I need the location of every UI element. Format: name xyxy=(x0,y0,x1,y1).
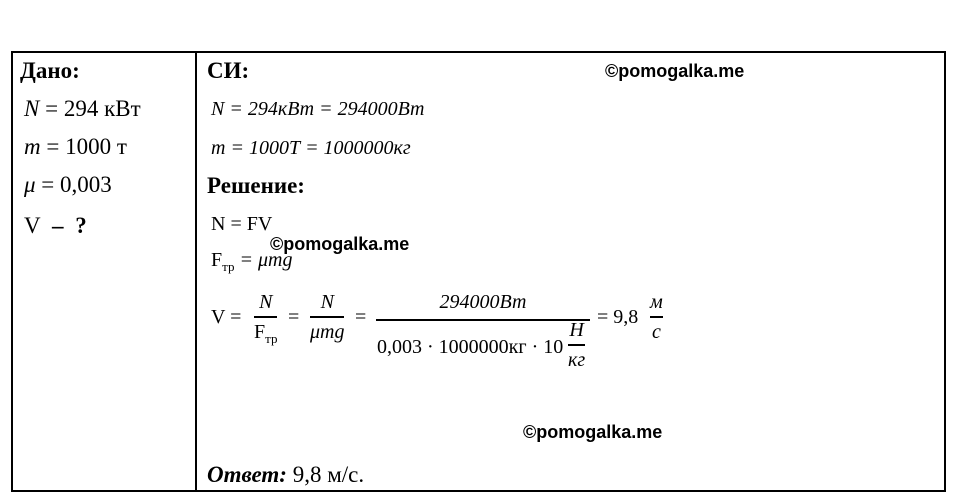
given-symbol: N xyxy=(24,96,40,121)
given-symbol: μ xyxy=(24,172,36,197)
fraction-numerator: N xyxy=(259,291,273,313)
given-row-power xyxy=(24,96,141,122)
main-fraction-numerator xyxy=(376,291,590,314)
si-power-line: N = 294кВт = 294000Вт xyxy=(211,98,425,120)
watermark: ©pomogalka.me xyxy=(523,422,663,442)
friction-expression: = μmg xyxy=(239,249,293,271)
main-denominator-value: 0,003 · 1000000кг · 10 xyxy=(377,336,564,358)
result-unit-fraction xyxy=(650,292,663,342)
watermark: ©pomogalka.me xyxy=(270,234,410,254)
si-header: СИ: xyxy=(207,58,250,83)
unit-numerator: Н xyxy=(569,319,584,341)
watermark: ©pomogalka.me xyxy=(605,61,745,81)
unit-fraction-bar xyxy=(568,344,585,346)
unit-denominator: кг xyxy=(568,348,586,371)
answer-value: 9,8 м/с. xyxy=(292,462,365,487)
friction-symbol: F xyxy=(211,249,223,271)
given-value: = 0,003 xyxy=(41,172,112,197)
answer-label: Ответ: xyxy=(207,462,287,487)
main-fraction-denominator xyxy=(377,336,563,359)
given-dash: – xyxy=(51,213,64,238)
velocity-symbol: V = xyxy=(211,306,242,328)
given-symbol: m xyxy=(24,134,41,159)
given-value: = 294 кВт xyxy=(45,96,141,121)
si-mass-line: m = 1000Т = 1000000кг xyxy=(211,137,411,159)
fraction-denominator-subscript: тр xyxy=(265,330,278,346)
friction-subscript: тр xyxy=(222,259,235,274)
equation-power: N = FV xyxy=(211,213,273,235)
unit-fraction-newton-per-kg xyxy=(568,320,585,370)
fraction-numerator: N xyxy=(320,291,334,313)
fraction-n-over-mumg xyxy=(310,292,344,342)
result-unit-denominator: с xyxy=(651,320,661,343)
equals-sign: = xyxy=(288,306,300,328)
given-symbol: V xyxy=(24,213,41,238)
given-value: = 1000 т xyxy=(46,134,127,159)
answer-line xyxy=(207,462,364,488)
result-unit-numerator: м xyxy=(650,291,663,313)
table-frame xyxy=(11,51,946,492)
given-row-friction xyxy=(24,172,112,198)
result-value: = 9,8 xyxy=(597,306,639,328)
fraction-n-over-f xyxy=(254,291,278,346)
fraction-bar xyxy=(310,316,344,318)
fraction-denominator: μmg xyxy=(310,320,345,343)
column-divider xyxy=(195,51,197,492)
equals-sign: = xyxy=(355,306,367,328)
solution-header: Решение: xyxy=(207,173,305,198)
given-header: Дано: xyxy=(20,58,80,83)
given-question-mark: ? xyxy=(75,213,87,238)
given-row-unknown xyxy=(24,213,87,239)
result-unit-bar xyxy=(650,316,663,318)
main-numerator-value: 294000Вт xyxy=(439,291,527,313)
given-row-mass xyxy=(24,134,127,160)
fraction-bar xyxy=(254,316,277,318)
main-fraction-bar xyxy=(376,319,590,321)
fraction-denominator: F xyxy=(254,320,266,343)
